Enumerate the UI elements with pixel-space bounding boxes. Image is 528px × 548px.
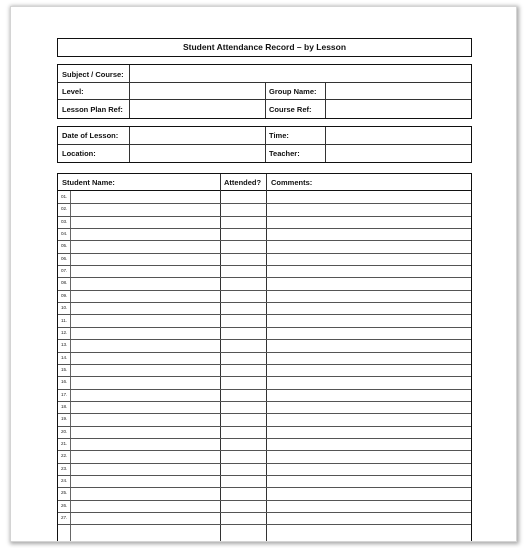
table-row[interactable] bbox=[58, 352, 471, 364]
row-number: 09. bbox=[61, 292, 68, 298]
table-row[interactable] bbox=[58, 487, 471, 499]
student-name-header: Student Name: bbox=[62, 178, 115, 187]
table-row[interactable] bbox=[58, 240, 471, 252]
location-field[interactable] bbox=[130, 145, 265, 162]
date-of-lesson-field[interactable] bbox=[130, 127, 265, 144]
table-row[interactable] bbox=[58, 376, 471, 388]
row-number: 25. bbox=[61, 490, 68, 496]
table-row[interactable] bbox=[58, 339, 471, 351]
level-label: Level: bbox=[62, 87, 84, 96]
table-row[interactable] bbox=[58, 512, 471, 524]
form-title-box bbox=[57, 38, 472, 57]
lesson-plan-ref-field[interactable] bbox=[130, 100, 265, 118]
attended-header: Attended? bbox=[224, 178, 262, 187]
table-row[interactable] bbox=[58, 500, 471, 512]
table-row[interactable] bbox=[58, 438, 471, 450]
row-number: 23. bbox=[61, 465, 68, 471]
table-row[interactable] bbox=[58, 475, 471, 487]
row-number: 26. bbox=[61, 502, 68, 508]
form-title: Student Attendance Record – by Lesson bbox=[182, 42, 347, 52]
row-number: 13. bbox=[61, 342, 68, 348]
teacher-label: Teacher: bbox=[269, 149, 300, 158]
table-row[interactable] bbox=[58, 426, 471, 438]
row-number: 21. bbox=[61, 441, 68, 446]
row-number: 11. bbox=[61, 317, 68, 323]
row-number: 16. bbox=[61, 379, 68, 385]
lesson-plan-ref-label: Lesson Plan Ref: bbox=[62, 105, 123, 114]
table-row[interactable] bbox=[58, 216, 471, 228]
row-number: 24. bbox=[61, 478, 68, 484]
row-number: 12. bbox=[61, 329, 68, 335]
row-divider bbox=[58, 524, 471, 525]
time-label: Time: bbox=[269, 131, 289, 140]
table-row[interactable] bbox=[58, 463, 471, 475]
location-label: Location: bbox=[62, 149, 96, 158]
row-number: 20. bbox=[61, 428, 68, 434]
row-number: 08. bbox=[61, 280, 68, 286]
course-ref-field[interactable] bbox=[326, 100, 471, 118]
table-row[interactable] bbox=[58, 253, 471, 265]
row-number: 05. bbox=[61, 243, 68, 249]
table-row[interactable] bbox=[58, 413, 471, 425]
row-number: 03. bbox=[61, 218, 68, 224]
row-number: 10. bbox=[61, 305, 68, 311]
row-number: 14. bbox=[61, 354, 68, 360]
attendance-form-page bbox=[10, 6, 517, 542]
table-row[interactable] bbox=[58, 265, 471, 277]
attendance-table bbox=[57, 173, 472, 542]
table-row[interactable] bbox=[58, 401, 471, 413]
row-number: 22. bbox=[61, 453, 68, 459]
row-number: 04. bbox=[61, 231, 68, 237]
table-row[interactable] bbox=[58, 228, 471, 240]
course-ref-label: Course Ref: bbox=[269, 105, 312, 114]
table-row[interactable] bbox=[58, 290, 471, 302]
row-number: 17. bbox=[61, 391, 68, 397]
table-row[interactable] bbox=[58, 450, 471, 462]
row-number: 02. bbox=[61, 206, 68, 212]
row-number: 01. bbox=[61, 194, 68, 199]
table-row[interactable] bbox=[58, 327, 471, 339]
course-info-block bbox=[57, 64, 472, 119]
row-number: 19. bbox=[61, 416, 68, 422]
table-row[interactable] bbox=[58, 277, 471, 289]
comments-header: Comments: bbox=[271, 178, 313, 187]
row-number: 15. bbox=[61, 366, 68, 372]
table-row[interactable] bbox=[58, 191, 471, 203]
table-row[interactable] bbox=[58, 302, 471, 314]
date-of-lesson-label: Date of Lesson: bbox=[62, 131, 119, 140]
subject-course-field[interactable] bbox=[130, 65, 471, 82]
table-row[interactable] bbox=[58, 203, 471, 215]
lesson-info-block bbox=[57, 126, 472, 163]
table-row[interactable] bbox=[58, 364, 471, 376]
table-row[interactable] bbox=[58, 315, 471, 327]
group-name-label: Group Name: bbox=[269, 87, 317, 96]
row-number: 18. bbox=[61, 403, 68, 409]
subject-course-label: Subject / Course: bbox=[62, 70, 124, 79]
time-field[interactable] bbox=[326, 127, 471, 144]
row-number: 06. bbox=[61, 255, 68, 261]
teacher-field[interactable] bbox=[326, 145, 471, 162]
group-name-field[interactable] bbox=[326, 83, 471, 99]
table-row[interactable] bbox=[58, 389, 471, 401]
row-number: 07. bbox=[61, 268, 68, 274]
level-field[interactable] bbox=[130, 83, 265, 99]
row-number: 27. bbox=[61, 515, 68, 521]
